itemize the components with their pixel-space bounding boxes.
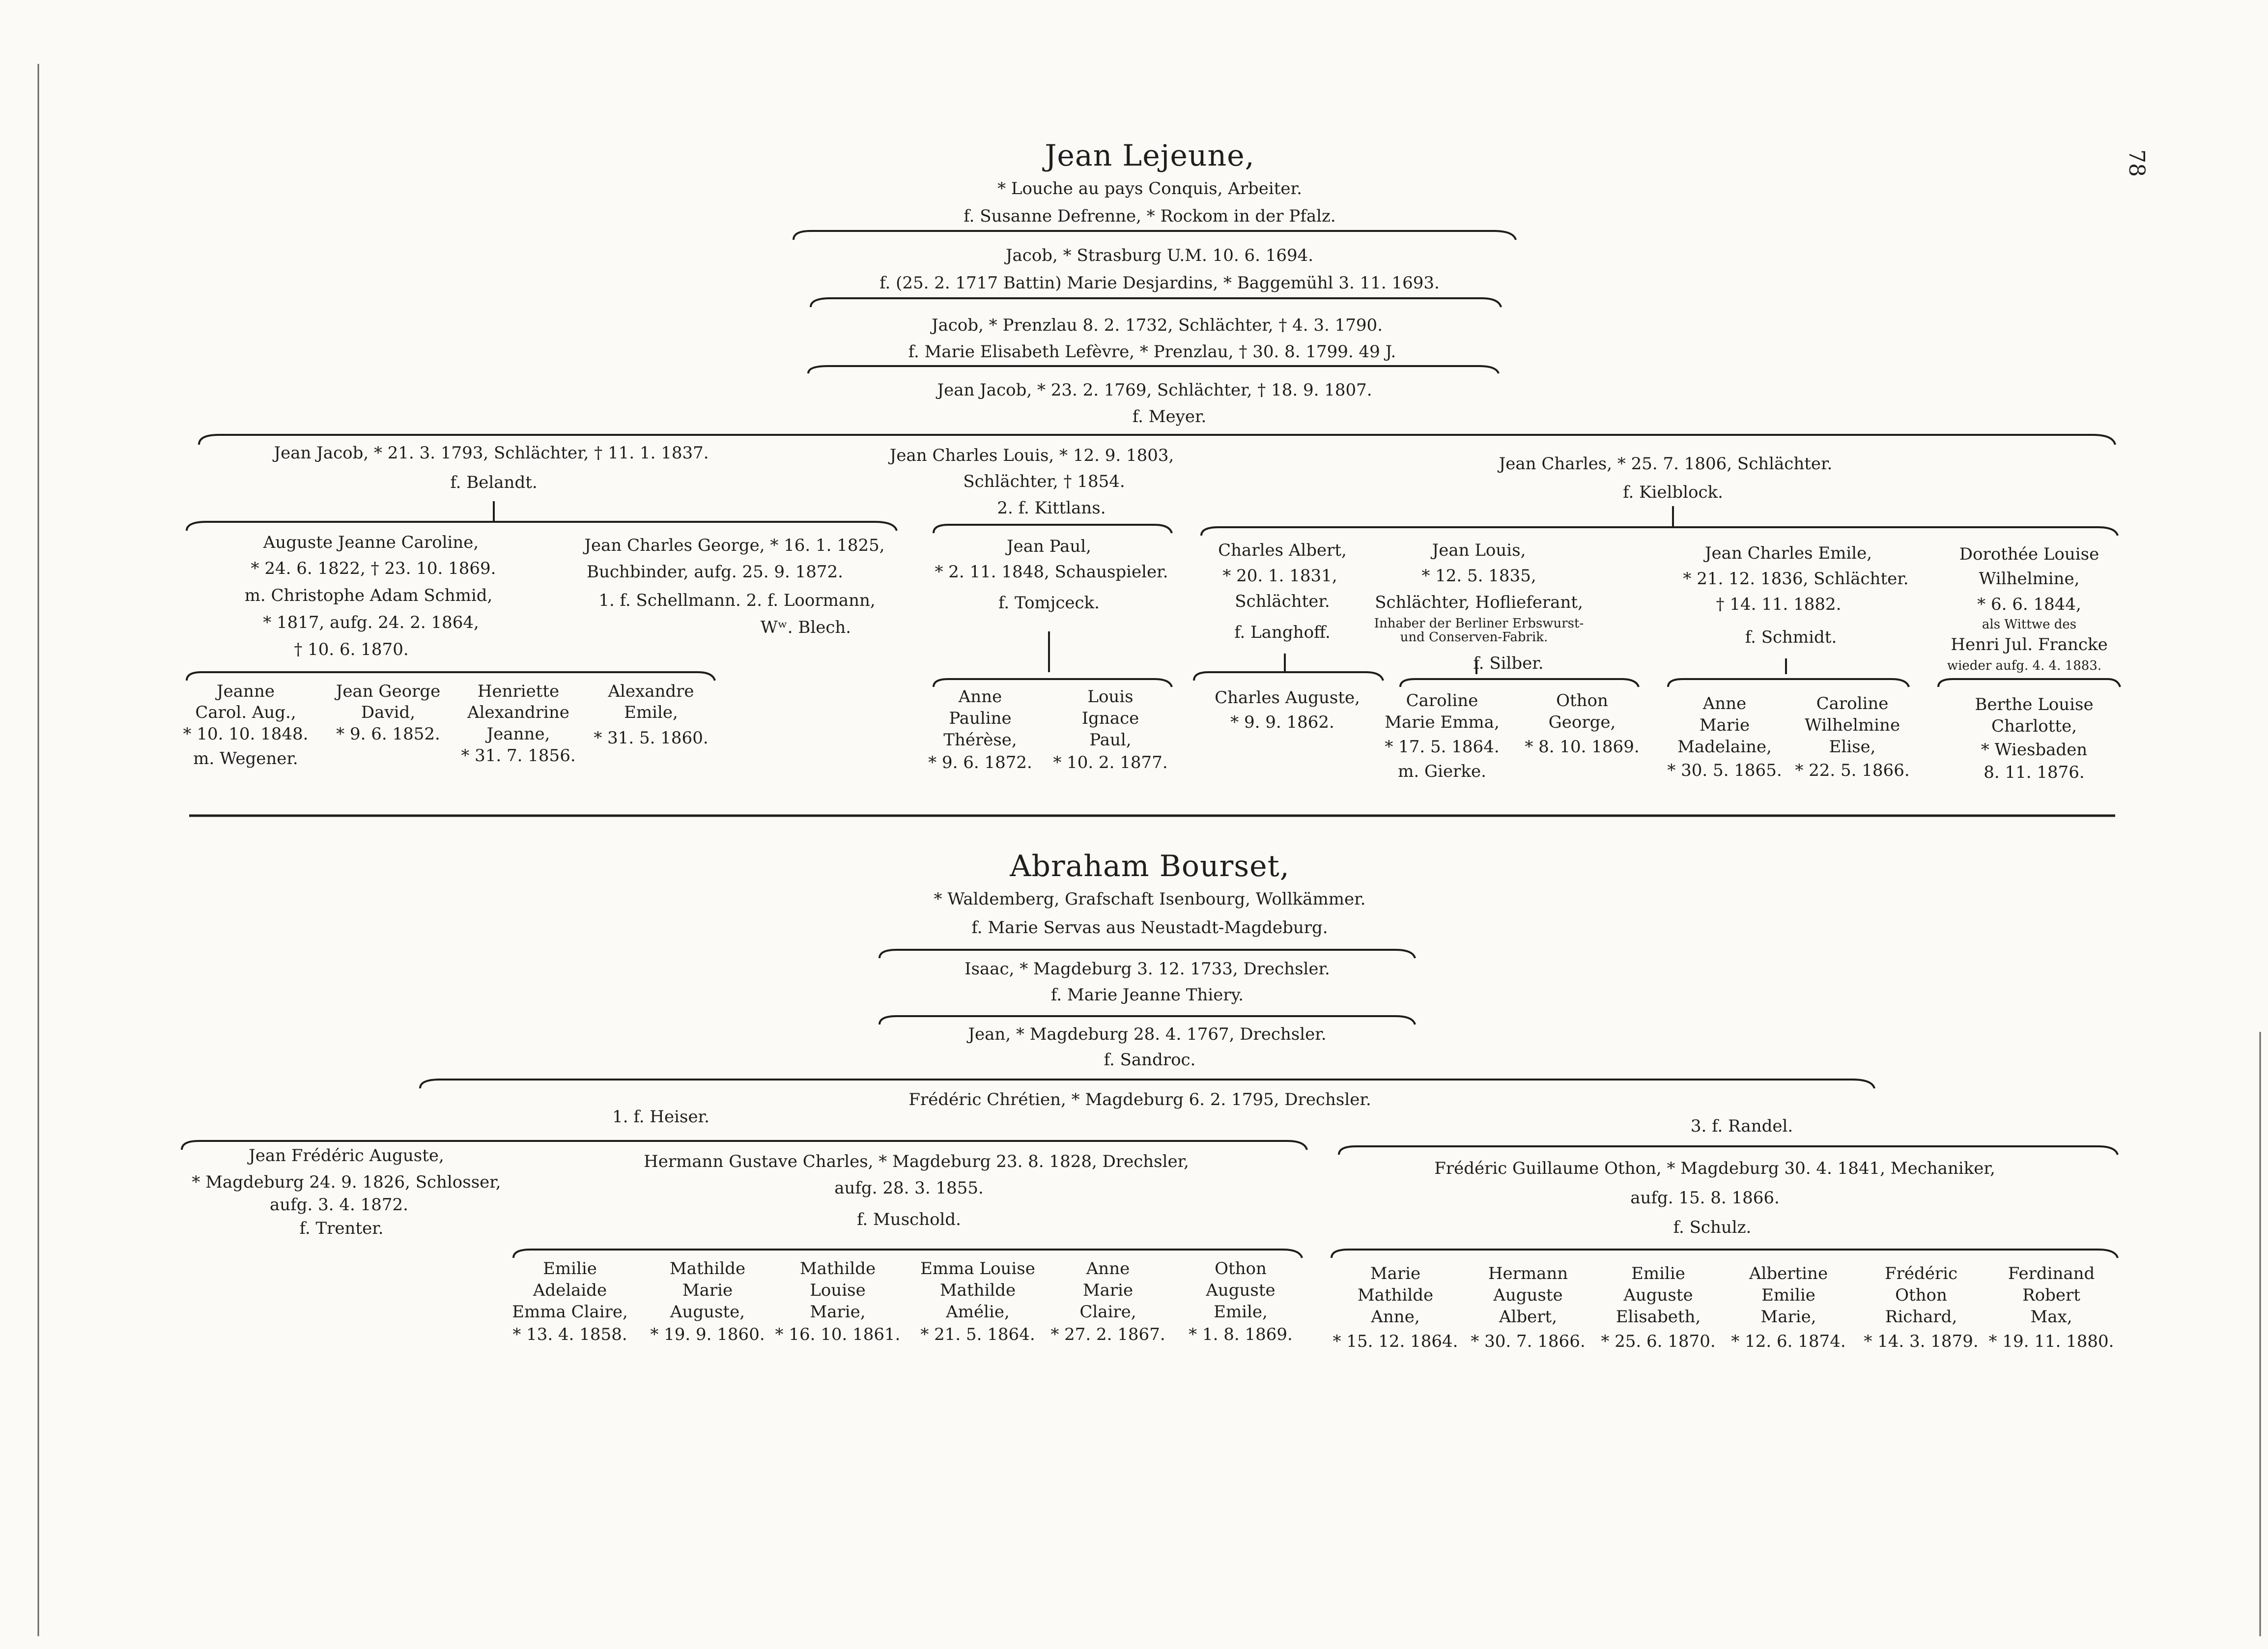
c-child2-kid2-l2: George,: [1548, 712, 1616, 732]
b3-kid4-l1: Albertine: [1749, 1264, 1828, 1283]
b3-kid2-l1: Hermann: [1488, 1264, 1568, 1283]
bourset-info: * Waldemberg, Grafschaft Isenbourg, Wollkämmer.: [934, 889, 1366, 909]
a-child1-l1: Auguste Jeanne Caroline,: [263, 533, 479, 552]
b3-kid3-l4: * 25. 6. 1870.: [1601, 1332, 1716, 1351]
b3-kid1-l2: Mathilde: [1357, 1285, 1434, 1305]
bourset-gen3-l2: f. Sandroc.: [1104, 1050, 1196, 1070]
b3-kid4-l3: Marie,: [1760, 1307, 1816, 1327]
c-child1-l3: Schlächter.: [1235, 592, 1330, 611]
a-child2-l1: Jean Charles George, * 16. 1. 1825,: [584, 536, 885, 555]
b2-kid1-l3: Emma Claire,: [512, 1302, 628, 1322]
page-number: 78: [2124, 149, 2149, 177]
b3-kid6-l3: Max,: [2030, 1307, 2072, 1327]
c-child4-kid-l2: Charlotte,: [1991, 716, 2077, 736]
b3-kid3-l3: Elisabeth,: [1616, 1307, 1701, 1327]
c-child3-kid2-l2: Wilhelmine: [1804, 715, 1900, 735]
c-child2-note2: und Conserven-Fabrik.: [1400, 630, 1548, 645]
a-grandchild2-l1: Jean George: [336, 682, 441, 701]
b2-kid2-l2: Marie: [682, 1280, 733, 1300]
c-child4-l1: Dorothée Louise: [1959, 544, 2099, 564]
b3-kid5-l1: Frédéric: [1884, 1264, 1958, 1283]
b-grandchild1-l2: Pauline: [949, 709, 1012, 728]
a-grandchild4-l2: Emile,: [624, 703, 678, 722]
a-child1-l3: m. Christophe Adam Schmid,: [244, 586, 493, 605]
bourset-gen2-l1: Isaac, * Magdeburg 3. 12. 1733, Drechsler.: [964, 959, 1330, 979]
b-grandchild2-l4: * 10. 2. 1877.: [1053, 753, 1168, 772]
a-grandchild1-l2: Carol. Aug.,: [195, 703, 296, 722]
c-child4-kid-l1: Berthe Louise: [1975, 695, 2094, 714]
b3-kid4-l4: * 12. 6. 1874.: [1731, 1332, 1846, 1351]
a-grandchild1-l3: * 10. 10. 1848.: [183, 724, 309, 744]
gen2-line2: f. (25. 2. 1717 Battin) Marie Desjardins, * Baggemühl 3. 11. 1693.: [879, 273, 1440, 293]
bourset-wife1: 1. f. Heiser.: [612, 1107, 709, 1127]
bourset-gen4-l1: Frédéric Chrétien, * Magdeburg 6. 2. 1795, Drechsler.: [908, 1090, 1371, 1109]
b2-kid4-l3: Amélie,: [946, 1302, 1010, 1322]
branch-a-line2: f. Belandt.: [450, 473, 538, 492]
b3-kid6-l2: Robert: [2022, 1285, 2080, 1305]
b2-kid3-l1: Mathilde: [799, 1259, 876, 1279]
bourset-child1-l3: aufg. 3. 4. 1872.: [270, 1195, 408, 1215]
a-grandchild1-l1: Jeanne: [217, 682, 275, 701]
a-child2-l3: 1. f. Schellmann. 2. f. Loormann,: [598, 591, 876, 610]
b2-kid6-l4: * 1. 8. 1869.: [1189, 1325, 1293, 1344]
c-child3-kid2-l1: Caroline: [1816, 694, 1889, 713]
a-child2-l4: Wʷ. Blech.: [760, 618, 851, 637]
bourset-child2-l2: aufg. 28. 3. 1855.: [834, 1178, 984, 1198]
branch-c-line2: f. Kielblock.: [1623, 483, 1723, 502]
c-child2-note1: Inhaber der Berliner Erbswurst-: [1374, 616, 1584, 631]
a-grandchild2-l3: * 9. 6. 1852.: [336, 724, 440, 744]
c-child2-kid2-l3: * 8. 10. 1869.: [1525, 737, 1640, 757]
b-grandchild2-l2: Ignace: [1081, 709, 1139, 728]
progenitor-name-lejeune: Jean Lejeune,: [1045, 139, 1255, 173]
c-child1-l1: Charles Albert,: [1218, 540, 1347, 560]
bourset-wife3: 3. f. Randel.: [1690, 1116, 1793, 1136]
branch-a-line1: Jean Jacob, * 21. 3. 1793, Schlächter, † 11. 1. 1837.: [274, 443, 709, 463]
bourset-wife: f. Marie Servas aus Neustadt-Magdeburg.: [971, 918, 1328, 938]
progenitor-info: * Louche au pays Conquis, Arbeiter.: [997, 179, 1302, 199]
b2-kid2-l1: Mathilde: [669, 1259, 746, 1279]
gen4-line2: f. Meyer.: [1132, 407, 1207, 426]
b3-kid5-l3: Richard,: [1885, 1307, 1957, 1327]
c-child3-kid2-l4: * 22. 5. 1866.: [1795, 761, 1910, 780]
c-child3-l1: Jean Charles Emile,: [1704, 543, 1872, 563]
b3-kid2-l2: Auguste: [1493, 1285, 1563, 1305]
b2-kid6-l1: Othon: [1215, 1259, 1267, 1279]
c-child3-l3: † 14. 11. 1882.: [1716, 595, 1842, 614]
c-child4-note1: als Wittwe des: [1982, 617, 2077, 632]
b2-kid5-l4: * 27. 2. 1867.: [1050, 1325, 1165, 1344]
bourset-child1-l4: f. Trenter.: [299, 1219, 384, 1238]
b2-kid5-l3: Claire,: [1079, 1302, 1136, 1322]
branch-b-line3: 2. f. Kittlans.: [997, 498, 1106, 518]
b2-kid4-l1: Emma Louise: [920, 1259, 1035, 1279]
a-grandchild3-l2: Alexandrine: [467, 703, 569, 722]
c-child1-kid-l1: Charles Auguste,: [1215, 688, 1360, 708]
b2-kid5-l2: Marie: [1082, 1280, 1134, 1300]
b3-kid5-l4: * 14. 3. 1879.: [1864, 1332, 1979, 1351]
c-child1-l4: f. Langhoff.: [1234, 623, 1331, 642]
c-child3-kid1-l4: * 30. 5. 1865.: [1667, 761, 1782, 780]
c-child3-kid2-l3: Elise,: [1829, 737, 1876, 757]
c-child2-kid2-l1: Othon: [1556, 691, 1608, 711]
gen3-line1: Jacob, * Prenzlau 8. 2. 1732, Schlächter, † 4. 3. 1790.: [931, 315, 1383, 335]
b3-kid1-l4: * 15. 12. 1864.: [1332, 1332, 1458, 1351]
a-child1-l4: * 1817, aufg. 24. 2. 1864,: [263, 613, 479, 632]
b-child-l1: Jean Paul,: [1007, 537, 1091, 556]
c-child3-kid1-l1: Anne: [1702, 694, 1747, 713]
c-child3-kid1-l3: Madelaine,: [1677, 737, 1772, 757]
c-child4-note2: wieder aufg. 4. 4. 1883.: [1947, 658, 2102, 673]
b2-kid5-l1: Anne: [1086, 1259, 1130, 1279]
bourset-child3-l3: f. Schulz.: [1673, 1218, 1752, 1237]
b-grandchild2-l1: Louis: [1087, 687, 1134, 707]
b2-kid1-l2: Adelaide: [533, 1280, 607, 1300]
bourset-child3-l1: Frédéric Guillaume Othon, * Magdeburg 30. 4. 1841, Mechaniker,: [1434, 1159, 1995, 1178]
c-child3-kid1-l2: Marie: [1699, 715, 1750, 735]
b2-kid4-l2: Mathilde: [939, 1280, 1016, 1300]
c-child4-kid-l3: * Wiesbaden: [1981, 740, 2088, 760]
c-child2-kid1-l3: * 17. 5. 1864.: [1385, 737, 1500, 757]
b-grandchild2-l3: Paul,: [1089, 730, 1132, 750]
c-child1-kid-l2: * 9. 9. 1862.: [1230, 712, 1334, 732]
b-grandchild1-l4: * 9. 6. 1872.: [928, 753, 1032, 772]
b-child-l3: f. Tomjceck.: [998, 593, 1100, 613]
b-child-l2: * 2. 11. 1848, Schauspieler.: [935, 562, 1168, 582]
c-child2-l1: Jean Louis,: [1432, 540, 1526, 560]
progenitor-name-bourset: Abraham Bourset,: [1010, 849, 1290, 883]
b-grandchild1-l1: Anne: [958, 687, 1002, 707]
b3-kid1-l1: Marie: [1370, 1264, 1421, 1283]
gen3-line2: f. Marie Elisabeth Lefèvre, * Prenzlau, † 30. 8. 1799. 49 J.: [908, 342, 1396, 362]
bourset-gen3-l1: Jean, * Magdeburg 28. 4. 1767, Drechsler.: [968, 1024, 1327, 1044]
a-grandchild3-l3: Jeanne,: [486, 724, 550, 744]
bourset-child3-l2: aufg. 15. 8. 1866.: [1630, 1188, 1780, 1208]
a-child2-l2: Buchbinder, aufg. 25. 9. 1872.: [587, 562, 843, 582]
a-child1-l2: * 24. 6. 1822, † 23. 10. 1869.: [251, 559, 496, 578]
c-child4-l3: * 6. 6. 1844,: [1977, 595, 2081, 614]
b2-kid2-l3: Auguste,: [670, 1302, 745, 1322]
c-child2-l2: * 12. 5. 1835,: [1421, 566, 1536, 586]
a-grandchild3-l4: * 31. 7. 1856.: [461, 746, 576, 766]
b3-kid5-l2: Othon: [1895, 1285, 1947, 1305]
a-child1-l5: † 10. 6. 1870.: [294, 640, 409, 659]
progenitor-wife: f. Susanne Defrenne, * Rockom in der Pfalz.: [964, 206, 1336, 226]
bourset-child1-l1: Jean Frédéric Auguste,: [249, 1146, 444, 1166]
b3-kid1-l3: Anne,: [1371, 1307, 1420, 1327]
c-child4-kid-l4: 8. 11. 1876.: [1984, 763, 2085, 782]
b3-kid6-l1: Ferdinand: [2008, 1264, 2095, 1283]
b3-kid3-l1: Emilie: [1631, 1264, 1685, 1283]
gen2-line1: Jacob, * Strasburg U.M. 10. 6. 1694.: [1005, 246, 1314, 265]
c-child2-kid1-l1: Caroline: [1406, 691, 1478, 711]
b2-kid3-l3: Marie,: [810, 1302, 866, 1322]
bourset-child2-l1: Hermann Gustave Charles, * Magdeburg 23. 8. 1828, Drechsler,: [644, 1152, 1189, 1171]
a-grandchild2-l2: David,: [361, 703, 416, 722]
b3-kid2-l4: * 30. 7. 1866.: [1471, 1332, 1586, 1351]
c-child2-l3: Schlächter, Hoflieferant,: [1375, 593, 1583, 612]
b2-kid2-l4: * 19. 9. 1860.: [650, 1325, 765, 1344]
b2-kid4-l4: * 21. 5. 1864.: [920, 1325, 1035, 1344]
c-child2-kid1-l2: Marie Emma,: [1385, 712, 1500, 732]
b2-kid3-l2: Louise: [810, 1280, 866, 1300]
b2-kid1-l4: * 13. 4. 1858.: [512, 1325, 627, 1344]
b2-kid6-l2: Auguste: [1206, 1280, 1276, 1300]
a-grandchild3-l1: Henriette: [477, 682, 560, 701]
b2-kid1-l1: Emilie: [543, 1259, 597, 1279]
a-grandchild1-l4: m. Wegener.: [193, 749, 298, 768]
branch-c-line1: Jean Charles, * 25. 7. 1806, Schlächter.: [1499, 454, 1833, 474]
c-child4-l2: Wilhelmine,: [1979, 569, 2080, 589]
c-child3-l2: * 21. 12. 1836, Schlächter.: [1683, 569, 1909, 589]
b3-kid4-l2: Emilie: [1761, 1285, 1815, 1305]
b3-kid3-l2: Auguste: [1623, 1285, 1693, 1305]
bourset-child1-l2: * Magdeburg 24. 9. 1826, Schlosser,: [192, 1172, 501, 1192]
branch-b-line1: Jean Charles Louis, * 12. 9. 1803,: [889, 446, 1174, 465]
b3-kid2-l3: Albert,: [1499, 1307, 1558, 1327]
a-grandchild4-l3: * 31. 5. 1860.: [594, 728, 709, 748]
b-grandchild1-l3: Thérèse,: [943, 730, 1017, 750]
c-child4-husband: Henri Jul. Francke: [1951, 635, 2108, 654]
c-child2-wife: f. Silber.: [1473, 654, 1544, 673]
b3-kid6-l4: * 19. 11. 1880.: [1988, 1332, 2114, 1351]
c-child1-l2: * 20. 1. 1831,: [1222, 566, 1337, 586]
c-child3-l4: f. Schmidt.: [1745, 627, 1837, 647]
branch-b-line2: Schlächter, † 1854.: [963, 472, 1125, 491]
bourset-gen2-l2: f. Marie Jeanne Thiery.: [1050, 985, 1244, 1005]
a-grandchild4-l1: Alexandre: [608, 682, 694, 701]
b2-kid6-l3: Emile,: [1214, 1302, 1268, 1322]
b2-kid3-l4: * 16. 10. 1861.: [775, 1325, 901, 1344]
c-child2-kid1-l4: m. Gierke.: [1398, 762, 1486, 781]
gen4-line1: Jean Jacob, * 23. 2. 1769, Schlächter, † 18. 9. 1807.: [937, 380, 1372, 400]
bourset-child2-l3: f. Muschold.: [856, 1210, 962, 1229]
